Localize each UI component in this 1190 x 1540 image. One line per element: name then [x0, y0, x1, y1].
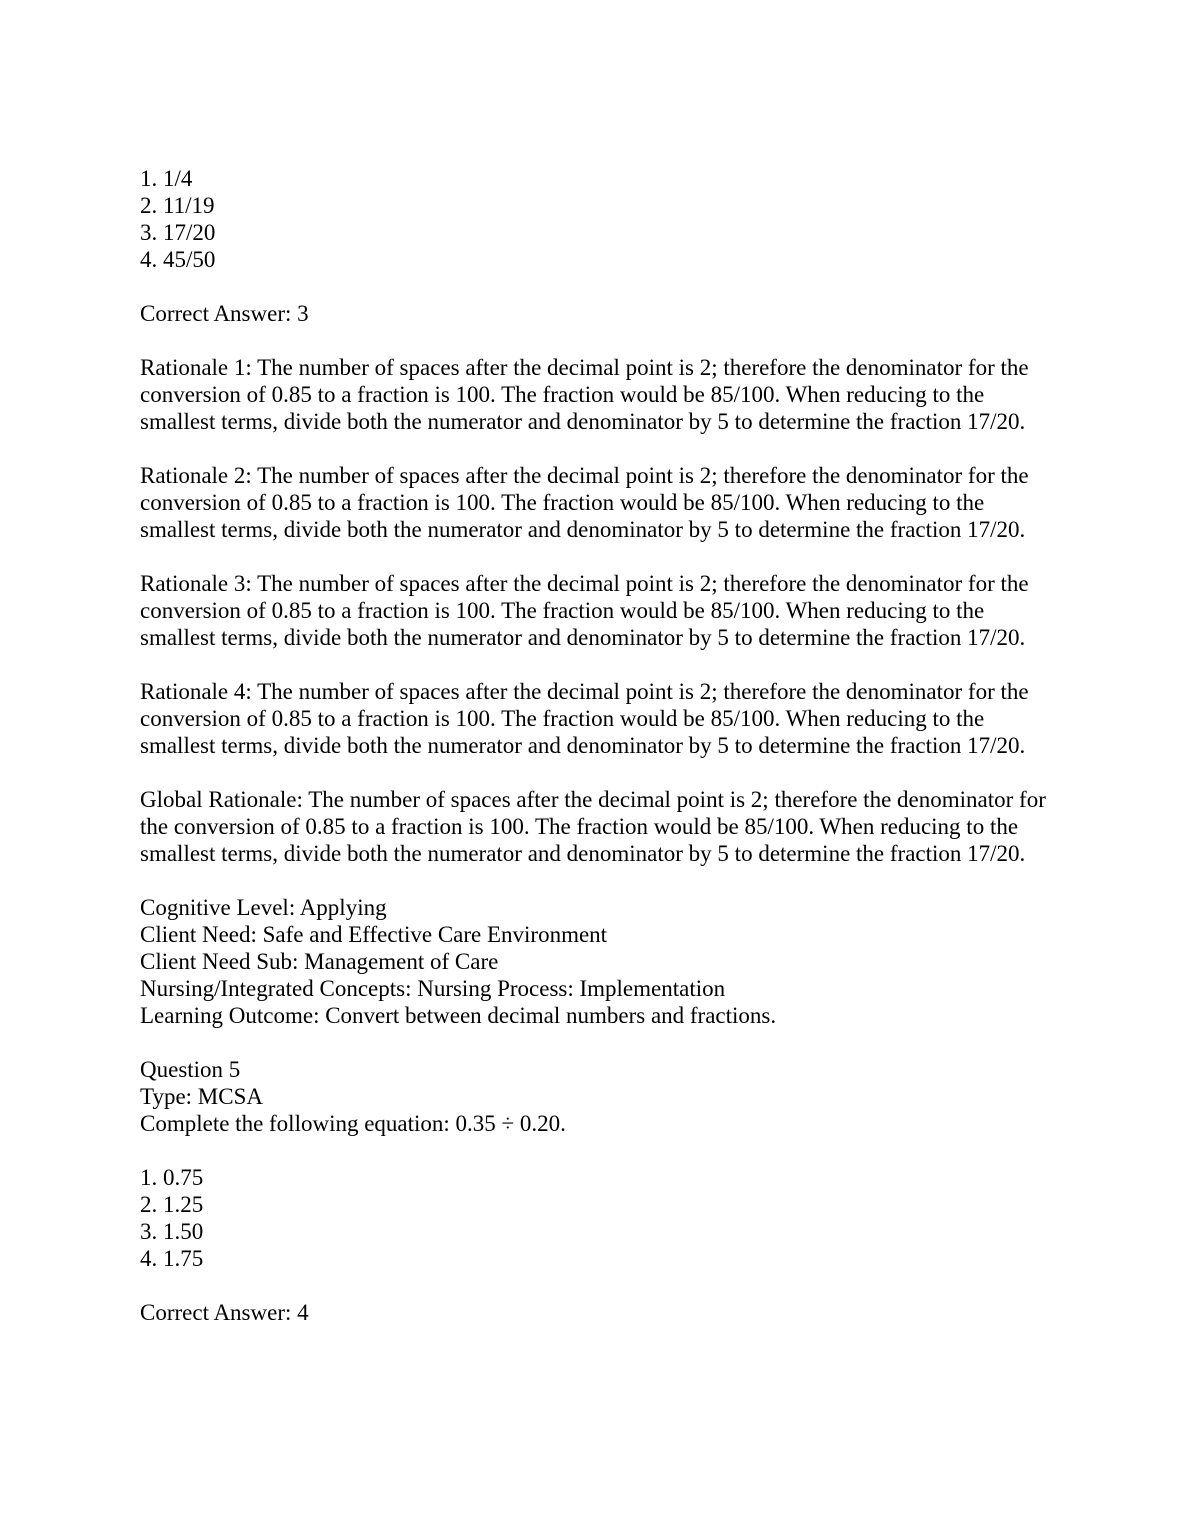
answer-option: 3. 17/20: [140, 220, 216, 245]
answer-option: 4. 1.75: [140, 1246, 204, 1271]
question4-rationale-2: Rationale 2: The number of spaces after the decimal point is 2; therefore the denominator for the conversion of 0.85 to a fraction is 100. The fraction would be 85/100. When reducing to the smallest terms, divide both the numerator and denominator by 5 to determine the fraction 17/20.: [140, 463, 1029, 542]
metadata-cognitive-level: Cognitive Level: Applying: [140, 895, 387, 920]
answer-option: 2. 11/19: [140, 193, 215, 218]
question5-header: [140, 1056, 1052, 1137]
answer-option: 1. 0.75: [140, 1165, 204, 1190]
answer-option: 4. 45/50: [140, 247, 216, 272]
question5-options-list: [140, 1164, 1052, 1272]
question5-type: Type: MCSA: [140, 1084, 263, 1109]
question5-stem: Complete the following equation: 0.35 ÷ 0.20.: [140, 1111, 566, 1136]
answer-option: 2. 1.25: [140, 1192, 204, 1217]
metadata-nursing-concepts: Nursing/Integrated Concepts: Nursing Process: Implementation: [140, 976, 726, 1001]
metadata-client-need: Client Need: Safe and Effective Care Environment: [140, 922, 608, 947]
metadata-client-need-sub: Client Need Sub: Management of Care: [140, 949, 499, 974]
question4-rationale-1: Rationale 1: The number of spaces after the decimal point is 2; therefore the denominator for the conversion of 0.85 to a fraction is 100. The fraction would be 85/100. When reducing to the smallest terms, divide both the numerator and denominator by 5 to determine the fraction 17/20.: [140, 355, 1029, 434]
question4-rationale-4: Rationale 4: The number of spaces after the decimal point is 2; therefore the denominator for the conversion of 0.85 to a fraction is 100. The fraction would be 85/100. When reducing to the smallest terms, divide both the numerator and denominator by 5 to determine the fraction 17/20.: [140, 679, 1029, 758]
answer-option: 1. 1/4: [140, 166, 193, 191]
question4-metadata: [140, 894, 1052, 1029]
question4-options-list: [140, 165, 1052, 273]
question4-rationale-3: Rationale 3: The number of spaces after the decimal point is 2; therefore the denominator for the conversion of 0.85 to a fraction is 100. The fraction would be 85/100. When reducing to the smallest terms, divide both the numerator and denominator by 5 to determine the fraction 17/20.: [140, 571, 1029, 650]
question4-global-rationale: Global Rationale: The number of spaces after the decimal point is 2; therefore the denominator for the conversion of 0.85 to a fraction is 100. The fraction would be 85/100. When reducing to the smallest terms, divide both the numerator and denominator by 5 to determine the fraction 17/20.: [140, 787, 1046, 866]
answer-option: 3. 1.50: [140, 1219, 204, 1244]
metadata-learning-outcome: Learning Outcome: Convert between decimal numbers and fractions.: [140, 1003, 777, 1028]
question5-title: Question 5: [140, 1057, 241, 1082]
question4-correct-answer: Correct Answer: 3: [140, 301, 309, 326]
question5-correct-answer: Correct Answer: 4: [140, 1300, 309, 1325]
